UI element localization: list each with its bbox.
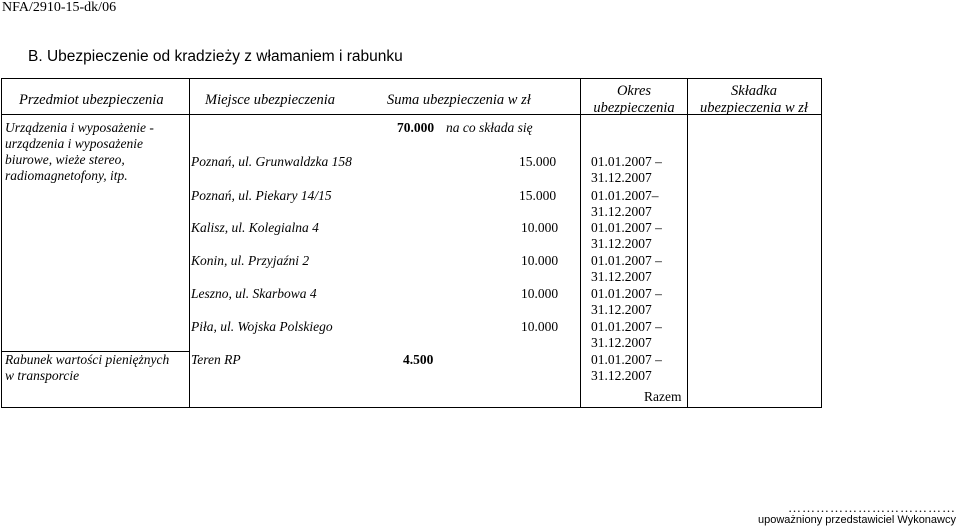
row-place: Piła, ul. Wojska Polskiego <box>191 319 333 334</box>
column-divider <box>189 78 190 408</box>
row-place: Poznań, ul. Grunwaldzka 158 <box>191 154 352 169</box>
row-period-from: 01.01.2007 – <box>591 220 662 235</box>
row-place: Konin, ul. Przyjaźni 2 <box>191 253 310 268</box>
subject-equipment-line: radiomagnetofony, itp. <box>5 168 128 183</box>
row-period-from: 01.01.2007 – <box>591 319 662 334</box>
row-sum: 10.000 <box>521 220 559 235</box>
header-place: Miejsce ubezpieczenia <box>205 92 336 108</box>
row-period-to: 31.12.2007 <box>591 204 652 219</box>
robbery-sum: 4.500 <box>403 352 434 367</box>
subject-equipment-line: Urządzenia i wyposażenie - <box>5 120 154 135</box>
row-period-to: 31.12.2007 <box>591 302 652 317</box>
row-period-to: 31.12.2007 <box>591 170 652 185</box>
header-premium-line2: ubezpieczenia w zł <box>700 100 808 116</box>
row-place: Kalisz, ul. Kolegialna 4 <box>191 220 319 235</box>
total-sum-value: 70.000 <box>397 120 435 135</box>
row-sum: 10.000 <box>521 286 559 301</box>
row-period-to: 31.12.2007 <box>591 269 652 284</box>
signature-label: upoważniony przedstawiciel Wykonawcy <box>758 514 956 526</box>
row-sum: 15.000 <box>519 154 557 169</box>
row-place: Leszno, ul. Skarbowa 4 <box>191 286 317 301</box>
header-period-line1: Okres <box>616 83 652 99</box>
row-sum: 10.000 <box>521 253 559 268</box>
row-sum: 15.000 <box>519 188 557 203</box>
total-label: Razem <box>644 389 682 404</box>
document-reference: NFA/2910-15-dk/06 <box>2 0 117 15</box>
robbery-place: Teren RP <box>191 352 241 367</box>
subject-equipment-line: biurowe, wieże stereo, <box>5 152 125 167</box>
row-sum: 10.000 <box>521 319 559 334</box>
signature-line: ……………………………… <box>788 500 956 515</box>
header-subject: Przedmiot ubezpieczenia <box>19 92 164 108</box>
subject-robbery-line: Rabunek wartości pieniężnych <box>5 352 170 367</box>
row-period-to: 31.12.2007 <box>591 335 652 350</box>
row-place: Poznań, ul. Piekary 14/15 <box>191 188 332 203</box>
header-premium-line1: Składka <box>731 83 777 99</box>
subject-equipment-line: urządzenia i wyposażenie <box>5 136 143 151</box>
row-period-from: 01.01.2007 – <box>591 154 662 169</box>
row-period-to: 31.12.2007 <box>591 236 652 251</box>
section-title: B. Ubezpieczenie od kradzieży z włamaniem i rabunku <box>28 48 403 65</box>
header-period-line2: ubezpieczenia <box>593 100 675 116</box>
column-divider <box>580 78 581 408</box>
header-sum: Suma ubezpieczenia w zł <box>387 92 531 108</box>
row-period-from: 01.01.2007 – <box>591 286 662 301</box>
column-divider <box>687 78 688 408</box>
subject-robbery-line: w transporcie <box>5 368 80 383</box>
row-period-from: 01.01.2007– <box>591 188 659 203</box>
robbery-period-from: 01.01.2007 – <box>591 352 662 367</box>
robbery-period-to: 31.12.2007 <box>591 368 652 383</box>
row-period-from: 01.01.2007 – <box>591 253 662 268</box>
total-sum-note: na co składa się <box>446 120 533 135</box>
